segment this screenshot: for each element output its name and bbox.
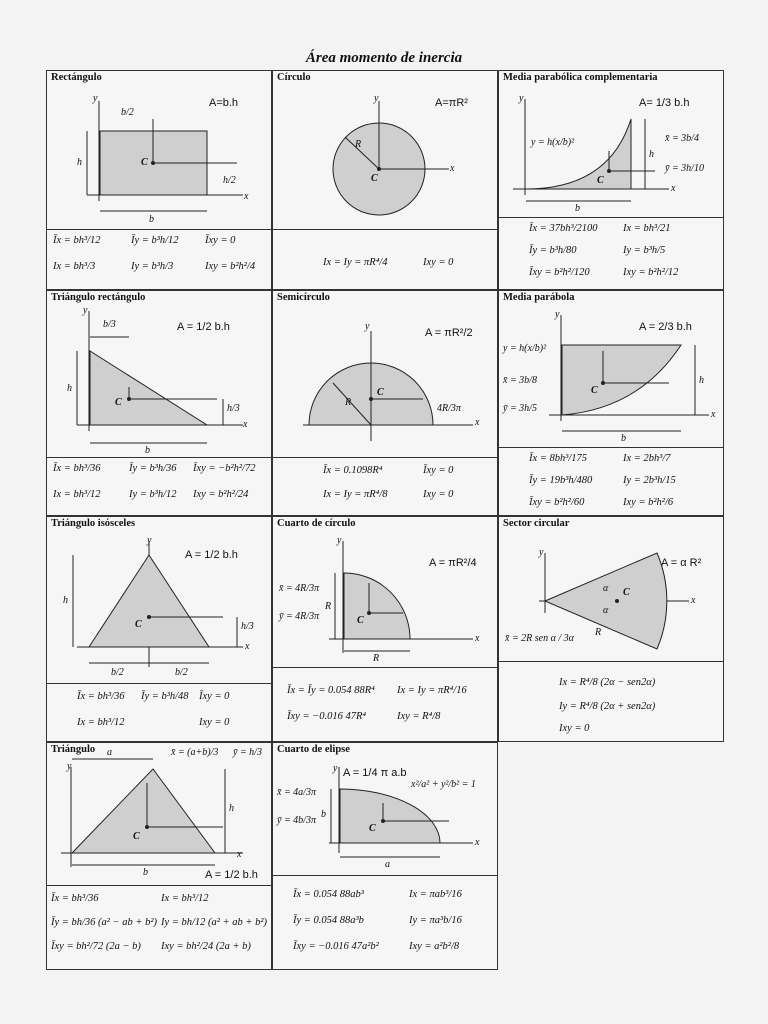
y-label: y [83, 305, 88, 316]
formula-1: Īx = 0.054 88ab³ [293, 889, 364, 900]
cell-cuarto-elipse [272, 742, 498, 970]
x-label: x [244, 191, 249, 202]
rectangle-diagram [47, 71, 273, 291]
x-label: x [691, 595, 696, 606]
area-formula: A = α R² [661, 557, 702, 569]
cell-title: Círculo [277, 72, 311, 83]
a-label: a [385, 859, 390, 870]
formula-3: Īxy = −0.016 47R⁴ [287, 711, 367, 722]
formula-4: Iy = bh/12 (a² + ab + b²) [161, 917, 267, 928]
cell-title: Media parabólica complementaria [503, 72, 658, 83]
formula-3: Īy = b³h/80 [529, 245, 577, 256]
y-label: y [365, 321, 370, 332]
ybar-label: ȳ = 3h/10 [665, 163, 704, 174]
formula-2: Īxy = 0 [423, 465, 454, 476]
b-label: b [143, 867, 148, 878]
curve-equation: y = h(x/b)² [531, 137, 575, 148]
centroid-label: C [591, 385, 598, 396]
b2-label: b/2 [121, 107, 134, 118]
formula-3: Ix = Iy = πR⁴/8 [323, 489, 388, 500]
area-formula: A = 1/4 π a.b [343, 767, 407, 779]
b-label: b [621, 433, 626, 444]
y-label: y [374, 93, 379, 104]
r-vertical-label: R [325, 601, 332, 612]
cell-media-parabola [498, 290, 724, 516]
formula-5: Īxy = bh²/72 (2a − b) [51, 941, 141, 952]
formula-3: Īy = 19b³h/480 [529, 475, 593, 486]
centroid-label: C [135, 619, 142, 630]
cell-triangulo-isosceles [46, 516, 272, 742]
y-label: y [333, 763, 338, 774]
formula-1: Īx = bh³/12 [53, 235, 101, 246]
r-label: R [345, 397, 352, 408]
cell-title: Media parábola [503, 292, 575, 303]
formula-6: Ixy = b²h²/6 [623, 497, 674, 508]
y-label: y [519, 93, 524, 104]
formula-6: Ixy = b²h²/4 [205, 261, 256, 272]
b-label: b [321, 809, 326, 820]
cell-circulo [272, 70, 498, 290]
h-label: h [649, 149, 654, 160]
formula-1: Īx = Īy = 0.054 88R⁴ [287, 685, 375, 696]
formula-3: Īxy = 0 [199, 691, 230, 702]
centroid-label: C [357, 615, 364, 626]
semicircle-diagram [273, 291, 499, 517]
cell-title: Triángulo rectángulo [51, 292, 146, 303]
cell-title: Triángulo isósceles [51, 518, 136, 529]
h3-label: h/3 [227, 403, 240, 414]
formula-5: Īxy = b²h²/120 [529, 267, 590, 278]
formula-4: Ix = bh³/3 [53, 261, 96, 272]
formula-4: Iy = 2b³h/15 [623, 475, 676, 486]
h-label: h [63, 595, 68, 606]
centroid-label: C [623, 587, 630, 598]
xbar-label: x̄ = (a+b)/3 [171, 747, 219, 758]
x-label: x [243, 419, 248, 430]
b-label: b [145, 445, 150, 456]
area-formula: A= 1/3 b.h [639, 97, 690, 109]
area-formula: A = 1/2 b.h [185, 549, 238, 561]
formula-2: Īy = b³h/12 [131, 235, 179, 246]
area-formula: A = 1/2 b.h [177, 321, 230, 333]
cell-triangulo-rectangulo [46, 290, 272, 516]
y-label: y [555, 309, 560, 320]
formula-1: Īx = bh³/36 [53, 463, 101, 474]
isosceles-triangle-diagram [47, 517, 273, 743]
formula-5: Īxy = b²h²/60 [529, 497, 585, 508]
x-label: x [245, 641, 250, 652]
formula-3: Ixy = 0 [559, 723, 590, 734]
area-formula: A = πR²/4 [429, 557, 477, 569]
r-label: R [595, 627, 602, 638]
area-formula: A=πR² [435, 97, 468, 109]
formula-5: Iy = b³h/12 [129, 489, 177, 500]
formula-1: Īx = bh³/36 [51, 893, 99, 904]
h2-label: h/2 [223, 175, 236, 186]
ybar-label: ȳ = 3h/5 [503, 403, 537, 414]
ybar-label: ȳ = 4b/3π [277, 815, 316, 826]
centroid-label: C [115, 397, 122, 408]
cell-title: Sector circular [503, 518, 570, 529]
formula-2: Ix = πab³/16 [409, 889, 462, 900]
formula-6: Ixy = b²h²/12 [623, 267, 679, 278]
x-label: x [475, 837, 480, 848]
formula-2: Īy = b³h/48 [141, 691, 189, 702]
b-label: b [149, 214, 154, 225]
formula-2: Iy = R⁴/8 (2α + sen2α) [559, 701, 656, 712]
formula-3: Īy = 0.054 88a³b [293, 915, 364, 926]
centroid-distance-label: 4R/3π [437, 403, 461, 414]
quarter-circle-diagram [273, 517, 499, 743]
formula-5: Īxy = −0.016 47a²b² [293, 941, 379, 952]
centroid-label: C [597, 175, 604, 186]
formula-3: Īxy = 0 [205, 235, 236, 246]
x-label: x [475, 417, 480, 428]
formula-6: Ixy = a²b²/8 [409, 941, 460, 952]
formula-2: Īy = b³h/36 [129, 463, 177, 474]
h3-label: h/3 [241, 621, 254, 632]
cell-rectangulo [46, 70, 272, 290]
ybar-label: ȳ = 4R/3π [279, 611, 320, 622]
ybar-label: ȳ = h/3 [233, 747, 262, 758]
h-label: h [77, 157, 82, 168]
curve-equation: y = h(x/b)² [503, 343, 547, 354]
r-horizontal-label: R [373, 653, 380, 664]
formula-1: Ix = R⁴/8 (2α − sen2α) [559, 677, 656, 688]
cell-title: Rectángulo [51, 72, 102, 83]
alpha-upper-label: α [603, 583, 609, 594]
formula-5: Ixy = 0 [199, 717, 230, 728]
formula-4: Ix = bh³/12 [53, 489, 101, 500]
b3-label: b/3 [103, 319, 116, 330]
formula-2: Ix = bh³/21 [623, 223, 671, 234]
a-label: a [107, 747, 112, 758]
formula-3: Īy = bh/36 (a² − ab + b²) [51, 917, 157, 928]
formula-6: Ixy = b²h²/24 [193, 489, 249, 500]
x-label: x [711, 409, 716, 420]
alpha-lower-label: α [603, 605, 609, 616]
formula-3: Īxy = −b²h²/72 [193, 463, 256, 474]
formula-4: Ixy = R⁴/8 [397, 711, 441, 722]
h-label: h [67, 383, 72, 394]
b-label: b [575, 203, 580, 214]
x-label: x [450, 163, 455, 174]
h-label: h [699, 375, 704, 386]
xbar-label: x̄ = 4a/3π [277, 787, 316, 798]
area-formula: A=b.h [209, 97, 239, 109]
h-label: h [229, 803, 234, 814]
formula-1: Īx = 0.1098R⁴ [323, 465, 383, 476]
cell-semicirculo [272, 290, 498, 516]
r-label: R [355, 139, 362, 150]
area-formula: A = 1/2 b.h [205, 869, 258, 881]
y-label: y [67, 761, 72, 772]
y-label: y [337, 535, 342, 546]
xbar-label: x̄ = 2R sen α / 3α [505, 633, 574, 644]
b2-left-label: b/2 [111, 667, 124, 678]
cell-title: Cuarto de círculo [277, 518, 356, 529]
page-title: Área momento de inercia [305, 50, 463, 66]
cell-cuarto-circulo [272, 516, 498, 742]
formula-5: Iy = b³h/3 [131, 261, 174, 272]
formula-6: Ixy = bh²/24 (2a + b) [161, 941, 251, 952]
formula-2: Ix = Iy = πR⁴/16 [397, 685, 467, 696]
formula-2: Ix = 2bh³/7 [623, 453, 671, 464]
centroid-label: C [369, 823, 376, 834]
x-label: x [671, 183, 676, 194]
formula-2: Ix = bh³/12 [161, 893, 209, 904]
ellipse-equation: x²/a² + y²/b² = 1 [411, 779, 476, 790]
centroid-label: C [133, 831, 140, 842]
cell-title: Triángulo [51, 744, 96, 755]
formula-1: Īx = 8bh³/175 [529, 453, 588, 464]
formula-4: Iy = b³h/5 [623, 245, 666, 256]
xbar-label: x̄ = 4R/3π [279, 583, 320, 594]
formula-2: Ixy = 0 [423, 257, 454, 268]
cell-sector-circular [498, 516, 724, 742]
y-label: y [93, 93, 98, 104]
parabolic-spandrel-diagram [499, 71, 725, 291]
formula-1: Ix = Iy = πR⁴/4 [323, 257, 388, 268]
formula-sheet [46, 70, 724, 970]
area-formula: A = πR²/2 [425, 327, 473, 339]
centroid-label: C [377, 387, 384, 398]
quarter-ellipse-diagram [273, 743, 499, 969]
cell-title: Semicírculo [277, 292, 330, 303]
cell-title: Cuarto de elipse [277, 744, 350, 755]
xbar-label: x̄ = 3b/8 [503, 375, 537, 386]
area-formula: A = 2/3 b.h [639, 321, 692, 333]
y-label: y [147, 535, 152, 546]
formula-1: Īx = bh³/36 [77, 691, 125, 702]
b2-right-label: b/2 [175, 667, 188, 678]
centroid-label: C [141, 157, 148, 168]
formula-1: Īx = 37bh³/2100 [529, 223, 598, 234]
cell-media-parabolica-complementaria [498, 70, 724, 290]
xbar-label: x̄ = 3b/4 [665, 133, 699, 144]
centroid-label: C [371, 173, 378, 184]
cell-triangulo [46, 742, 272, 970]
formula-4: Ixy = 0 [423, 489, 454, 500]
formula-4: Ix = bh³/12 [77, 717, 125, 728]
formula-4: Iy = πa³b/16 [409, 915, 462, 926]
y-label: y [539, 547, 544, 558]
x-label: x [237, 849, 242, 860]
x-label: x [475, 633, 480, 644]
